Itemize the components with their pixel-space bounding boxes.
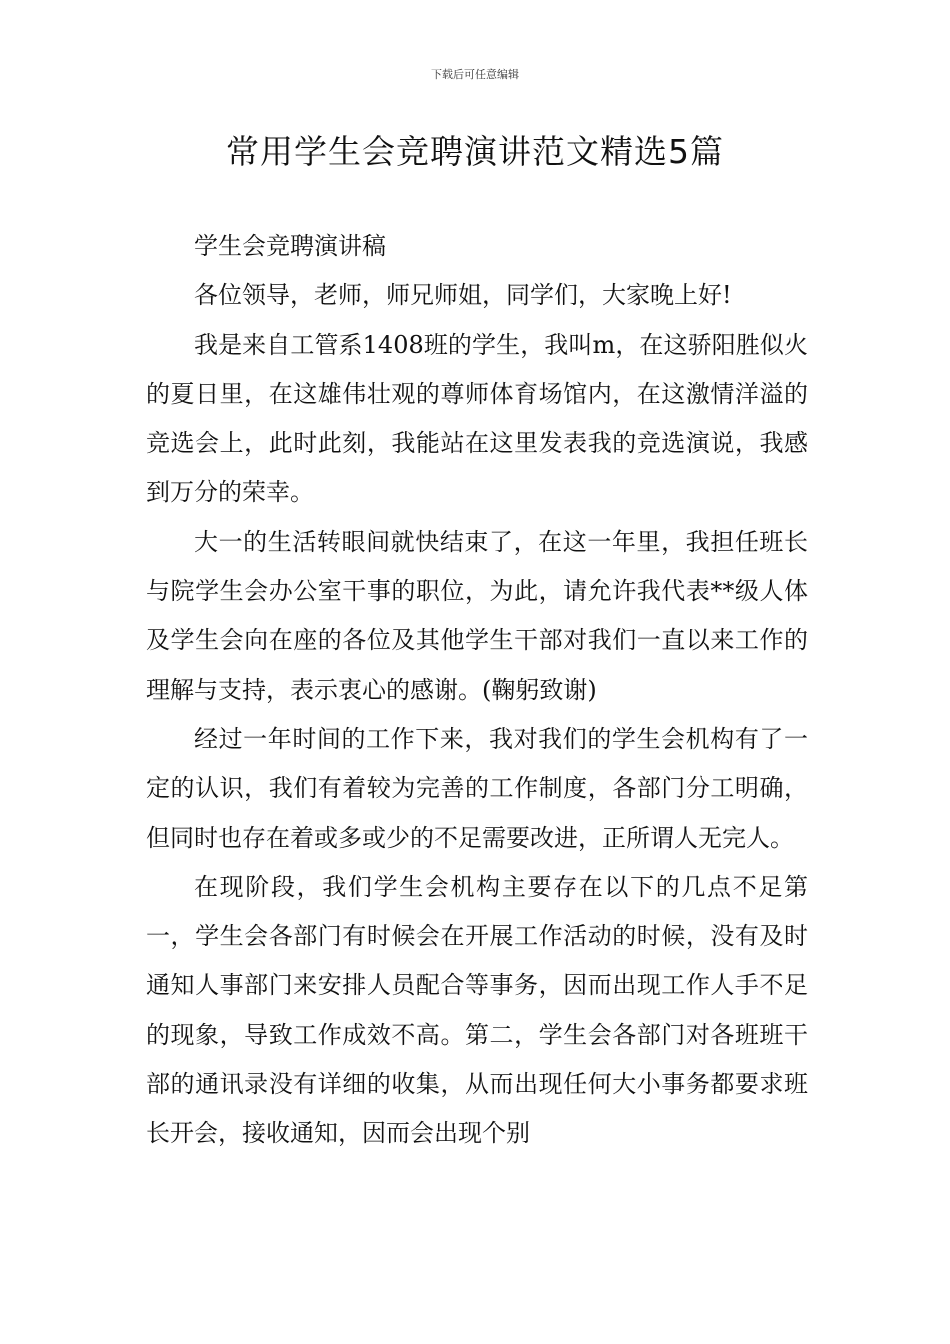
paragraph-speech-heading: 学生会竞聘演讲稿 — [194, 232, 386, 260]
header-note: 下载后可任意编辑 — [431, 68, 519, 81]
document-title: 常用学生会竞聘演讲范文精选5篇 — [226, 132, 724, 171]
paragraph-understanding: 经过一年时间的工作下来，我对我们的学生会机构有了一定的认识，我们有着较为完善的工作制度，各部门分工明确，但同时也存在着或多或少的不足需要改进，正所谓人无完人。 — [146, 724, 808, 852]
paragraph-thanks: 大一的生活转眼间就快结束了，在这一年里，我担任班长与院学生会办公室干事的职位，为此，请允许我代表**级人体及学生会向在座的各位及其他学生干部对我们一直以来工作的理解与支持，表示衷心的感谢。(鞠躬致谢) — [146, 527, 808, 704]
paragraph-greeting: 各位领导，老师，师兄师姐，同学们，大家晚上好! — [194, 281, 732, 310]
paragraph-introduction: 我是来自工管系1408班的学生，我叫m，在这骄阳胜似火的夏日里，在这雄伟壮观的尊师体育场馆内，在这激情洋溢的竞选会上，此时此刻，我能站在这里发表我的竞选演说，我感到万分的荣幸。 — [146, 330, 808, 507]
paragraph-shortcomings: 在现阶段，我们学生会机构主要存在以下的几点不足第一，学生会各部门有时候会在开展工作活动的时候，没有及时通知人事部门来安排人员配合等事务，因而出现工作人手不足的现象，导致工作成效不高。第二，学生会各部门对各班班干部的通讯录没有详细的收集，从而出现任何大小事务都要求班长开会，接收通知，因而会出现个别 — [146, 872, 808, 1148]
document-body — [146, 222, 808, 1159]
